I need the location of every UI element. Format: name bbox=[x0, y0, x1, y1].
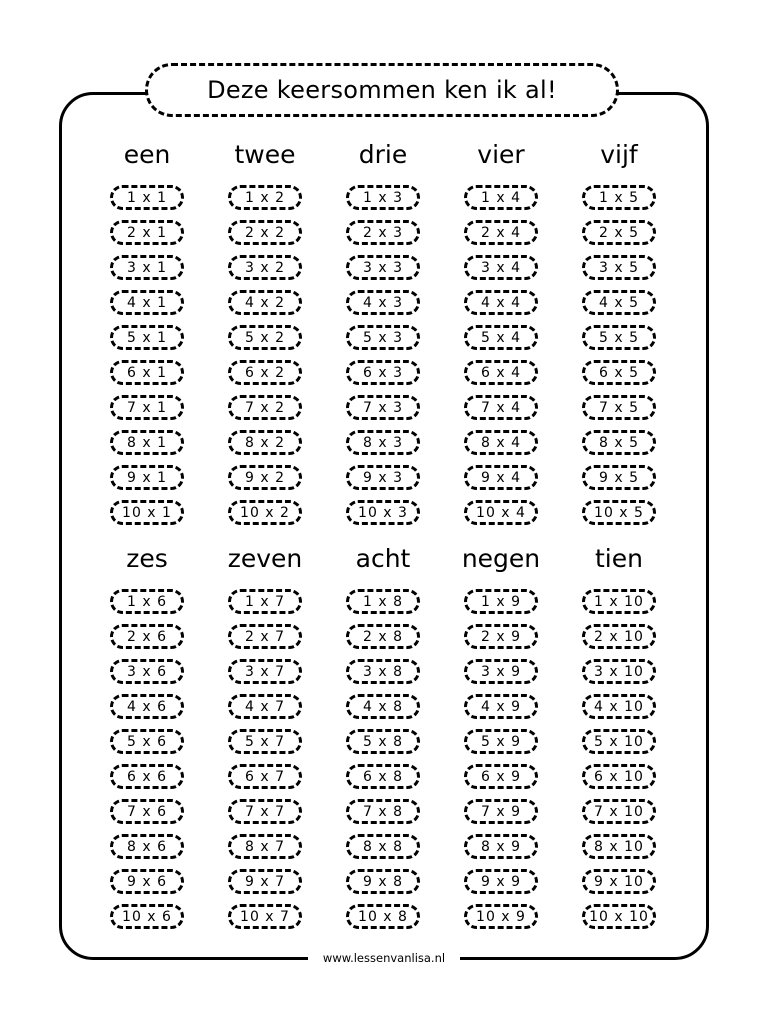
multiplication-pill: 9 x 3 bbox=[346, 465, 420, 490]
worksheet-title bbox=[145, 63, 619, 117]
multiplication-pill: 8 x 5 bbox=[582, 430, 656, 455]
multiplication-pill: 9 x 9 bbox=[464, 869, 538, 894]
column-heading: tien bbox=[595, 544, 643, 573]
table-column-acht bbox=[343, 544, 423, 939]
multiplication-pill: 3 x 1 bbox=[110, 255, 184, 280]
multiplication-list bbox=[579, 589, 659, 929]
multiplication-pill: 7 x 4 bbox=[464, 395, 538, 420]
multiplication-pill: 3 x 10 bbox=[582, 659, 656, 684]
multiplication-pill: 10 x 2 bbox=[228, 500, 302, 525]
multiplication-pill: 4 x 3 bbox=[346, 290, 420, 315]
multiplication-pill: 8 x 1 bbox=[110, 430, 184, 455]
multiplication-pill: 7 x 5 bbox=[582, 395, 656, 420]
multiplication-pill: 9 x 7 bbox=[228, 869, 302, 894]
multiplication-pill: 9 x 1 bbox=[110, 465, 184, 490]
multiplication-pill: 4 x 1 bbox=[110, 290, 184, 315]
multiplication-pill: 1 x 9 bbox=[464, 589, 538, 614]
table-column-drie bbox=[343, 140, 423, 535]
multiplication-pill: 6 x 10 bbox=[582, 764, 656, 789]
multiplication-pill: 2 x 7 bbox=[228, 624, 302, 649]
table-column-vijf bbox=[579, 140, 659, 535]
column-heading: negen bbox=[461, 544, 541, 573]
multiplication-pill: 7 x 10 bbox=[582, 799, 656, 824]
multiplication-pill: 10 x 7 bbox=[228, 904, 302, 929]
table-column-zes bbox=[107, 544, 187, 939]
multiplication-pill: 6 x 6 bbox=[110, 764, 184, 789]
multiplication-pill: 3 x 3 bbox=[346, 255, 420, 280]
multiplication-pill: 3 x 6 bbox=[110, 659, 184, 684]
multiplication-pill: 5 x 1 bbox=[110, 325, 184, 350]
multiplication-pill: 1 x 3 bbox=[346, 185, 420, 210]
multiplication-pill: 7 x 9 bbox=[464, 799, 538, 824]
multiplication-pill: 8 x 2 bbox=[228, 430, 302, 455]
multiplication-pill: 5 x 3 bbox=[346, 325, 420, 350]
table-column-negen bbox=[461, 544, 541, 939]
column-heading: zeven bbox=[227, 544, 303, 573]
multiplication-pill: 9 x 4 bbox=[464, 465, 538, 490]
table-column-vier bbox=[461, 140, 541, 535]
multiplication-pill: 8 x 3 bbox=[346, 430, 420, 455]
multiplication-list bbox=[461, 185, 541, 525]
multiplication-pill: 2 x 2 bbox=[228, 220, 302, 245]
table-column-twee bbox=[225, 140, 305, 535]
multiplication-pill: 8 x 10 bbox=[582, 834, 656, 859]
multiplication-pill: 6 x 3 bbox=[346, 360, 420, 385]
multiplication-pill: 6 x 1 bbox=[110, 360, 184, 385]
multiplication-pill: 4 x 8 bbox=[346, 694, 420, 719]
multiplication-pill: 6 x 9 bbox=[464, 764, 538, 789]
multiplication-list bbox=[343, 185, 423, 525]
multiplication-pill: 3 x 7 bbox=[228, 659, 302, 684]
multiplication-pill: 8 x 4 bbox=[464, 430, 538, 455]
multiplication-pill: 10 x 3 bbox=[346, 500, 420, 525]
multiplication-pill: 7 x 2 bbox=[228, 395, 302, 420]
multiplication-pill: 5 x 9 bbox=[464, 729, 538, 754]
worksheet-title-text: Deze keersommen ken ik al! bbox=[207, 76, 557, 104]
multiplication-pill: 5 x 4 bbox=[464, 325, 538, 350]
column-heading: vijf bbox=[600, 140, 638, 169]
multiplication-list bbox=[107, 185, 187, 525]
multiplication-pill: 2 x 1 bbox=[110, 220, 184, 245]
multiplication-pill: 10 x 5 bbox=[582, 500, 656, 525]
multiplication-pill: 4 x 4 bbox=[464, 290, 538, 315]
multiplication-pill: 1 x 5 bbox=[582, 185, 656, 210]
column-heading: twee bbox=[234, 140, 296, 169]
footer-url: www.lessenvanlisa.nl bbox=[308, 946, 460, 970]
multiplication-pill: 4 x 7 bbox=[228, 694, 302, 719]
multiplication-pill: 7 x 3 bbox=[346, 395, 420, 420]
column-heading: zes bbox=[126, 544, 168, 573]
multiplication-pill: 9 x 2 bbox=[228, 465, 302, 490]
column-heading: acht bbox=[355, 544, 411, 573]
multiplication-pill: 2 x 8 bbox=[346, 624, 420, 649]
multiplication-pill: 4 x 2 bbox=[228, 290, 302, 315]
multiplication-pill: 1 x 10 bbox=[582, 589, 656, 614]
multiplication-pill: 7 x 8 bbox=[346, 799, 420, 824]
multiplication-pill: 8 x 9 bbox=[464, 834, 538, 859]
multiplication-pill: 1 x 6 bbox=[110, 589, 184, 614]
multiplication-pill: 1 x 4 bbox=[464, 185, 538, 210]
multiplication-pill: 7 x 1 bbox=[110, 395, 184, 420]
multiplication-pill: 9 x 8 bbox=[346, 869, 420, 894]
multiplication-pill: 2 x 3 bbox=[346, 220, 420, 245]
multiplication-pill: 3 x 8 bbox=[346, 659, 420, 684]
table-column-een bbox=[107, 140, 187, 535]
multiplication-pill: 3 x 2 bbox=[228, 255, 302, 280]
multiplication-pill: 9 x 6 bbox=[110, 869, 184, 894]
multiplication-pill: 2 x 5 bbox=[582, 220, 656, 245]
multiplication-pill: 6 x 5 bbox=[582, 360, 656, 385]
multiplication-pill: 5 x 7 bbox=[228, 729, 302, 754]
multiplication-pill: 1 x 2 bbox=[228, 185, 302, 210]
multiplication-list bbox=[225, 185, 305, 525]
multiplication-pill: 9 x 10 bbox=[582, 869, 656, 894]
multiplication-pill: 7 x 6 bbox=[110, 799, 184, 824]
multiplication-list bbox=[225, 589, 305, 929]
multiplication-pill: 10 x 6 bbox=[110, 904, 184, 929]
multiplication-pill: 5 x 2 bbox=[228, 325, 302, 350]
table-column-zeven bbox=[225, 544, 305, 939]
multiplication-pill: 1 x 8 bbox=[346, 589, 420, 614]
column-heading: vier bbox=[477, 140, 525, 169]
multiplication-pill: 4 x 5 bbox=[582, 290, 656, 315]
multiplication-pill: 5 x 8 bbox=[346, 729, 420, 754]
multiplication-pill: 2 x 4 bbox=[464, 220, 538, 245]
column-heading: een bbox=[123, 140, 171, 169]
column-heading: drie bbox=[358, 140, 408, 169]
multiplication-pill: 8 x 7 bbox=[228, 834, 302, 859]
multiplication-pill: 9 x 5 bbox=[582, 465, 656, 490]
multiplication-pill: 7 x 7 bbox=[228, 799, 302, 824]
multiplication-pill: 8 x 8 bbox=[346, 834, 420, 859]
multiplication-pill: 3 x 5 bbox=[582, 255, 656, 280]
multiplication-pill: 3 x 9 bbox=[464, 659, 538, 684]
multiplication-pill: 1 x 7 bbox=[228, 589, 302, 614]
multiplication-pill: 6 x 4 bbox=[464, 360, 538, 385]
multiplication-pill: 3 x 4 bbox=[464, 255, 538, 280]
table-column-tien bbox=[579, 544, 659, 939]
multiplication-pill: 2 x 6 bbox=[110, 624, 184, 649]
multiplication-pill: 6 x 2 bbox=[228, 360, 302, 385]
multiplication-pill: 5 x 10 bbox=[582, 729, 656, 754]
multiplication-pill: 10 x 1 bbox=[110, 500, 184, 525]
multiplication-pill: 2 x 10 bbox=[582, 624, 656, 649]
multiplication-pill: 4 x 10 bbox=[582, 694, 656, 719]
multiplication-pill: 5 x 6 bbox=[110, 729, 184, 754]
multiplication-pill: 10 x 10 bbox=[582, 904, 656, 929]
multiplication-list bbox=[579, 185, 659, 525]
multiplication-pill: 1 x 1 bbox=[110, 185, 184, 210]
multiplication-pill: 6 x 8 bbox=[346, 764, 420, 789]
multiplication-list bbox=[343, 589, 423, 929]
multiplication-pill: 10 x 4 bbox=[464, 500, 538, 525]
multiplication-pill: 8 x 6 bbox=[110, 834, 184, 859]
multiplication-pill: 4 x 6 bbox=[110, 694, 184, 719]
multiplication-pill: 5 x 5 bbox=[582, 325, 656, 350]
multiplication-list bbox=[461, 589, 541, 929]
multiplication-list bbox=[107, 589, 187, 929]
multiplication-pill: 6 x 7 bbox=[228, 764, 302, 789]
multiplication-pill: 4 x 9 bbox=[464, 694, 538, 719]
multiplication-pill: 2 x 9 bbox=[464, 624, 538, 649]
multiplication-pill: 10 x 9 bbox=[464, 904, 538, 929]
multiplication-pill: 10 x 8 bbox=[346, 904, 420, 929]
